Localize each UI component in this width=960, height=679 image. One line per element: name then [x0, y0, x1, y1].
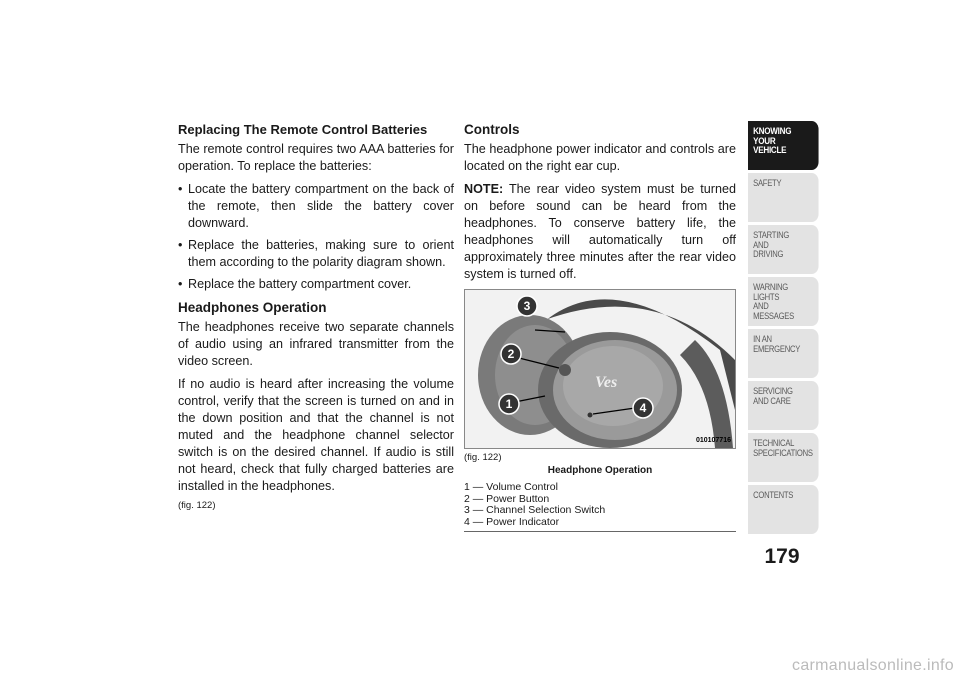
chapter-tab[interactable]: [748, 121, 819, 170]
figure-reference: (fig. 122): [178, 500, 216, 511]
headphone-figure: [464, 289, 736, 449]
chapter-tab-label: KNOWING: [753, 126, 792, 137]
chapter-tab-label: YOUR: [753, 135, 776, 147]
note-label: NOTE:: [464, 182, 504, 196]
chapter-tab-label: SAFETY: [753, 178, 782, 188]
chapter-tab[interactable]: [748, 329, 819, 378]
chapter-tab-label: DRIVING: [753, 249, 784, 259]
chapter-tab-label: EMERGENCY: [753, 343, 801, 354]
chapter-tab[interactable]: [748, 173, 819, 222]
controls-heading: Controls: [464, 122, 520, 137]
chapter-tab-label: WARNING: [753, 282, 789, 292]
left-column: [178, 121, 454, 514]
battery-subheading: Replacing The Remote Control Batteries: [178, 122, 428, 137]
chapter-tab-label: TECHNICAL: [753, 438, 795, 448]
chapter-tab-label: IN AN: [753, 334, 772, 344]
figure-code: 010107716: [695, 437, 731, 444]
figure-title: Headphone Operation: [547, 465, 653, 476]
legend-item: 2 — Power Button: [464, 492, 550, 505]
power-button-icon: [559, 364, 571, 376]
callout-4: [633, 398, 653, 418]
legend-item: 3 — Channel Selection Switch: [464, 504, 606, 516]
note-paragraph: [464, 181, 736, 283]
headphones-para-1: The headphones receive two separate channels of audio using an infrared transmitter from the video screen.: [178, 320, 454, 368]
watermark: carmanualsonline.info: [792, 657, 954, 674]
chapter-tab[interactable]: [748, 225, 819, 274]
list-item: • Locate the battery compartment on the back of the remote, then slide the battery cover downward.: [178, 182, 454, 230]
figure-caption-ref: (fig. 122): [464, 452, 502, 463]
chapter-tab[interactable]: [748, 433, 819, 482]
chapter-tab-label: VEHICLE: [753, 145, 787, 156]
right-column: [464, 121, 736, 289]
list-item: • Replace the batteries, making sure to orient them according to the polarity diagram shown.: [178, 238, 454, 269]
chapter-tab-label: SERVICING: [753, 386, 793, 396]
legend-item: 4 — Power Indicator: [464, 515, 560, 528]
svg-text:4: 4: [639, 401, 647, 415]
legend-item: 1 — Volume Control: [464, 481, 558, 493]
figure-caption: [464, 452, 736, 476]
callout-2: [501, 344, 521, 364]
chapter-tab[interactable]: [748, 485, 819, 534]
chapter-tabs: [748, 121, 819, 537]
note-text: The rear video system must be turned on before sound can be heard from the headphones. To conserve battery life, the headphones will automatically turn off approximately three minutes after the rear video system is turned off.: [464, 182, 736, 281]
chapter-tab[interactable]: [748, 277, 819, 326]
chapter-tab[interactable]: [748, 381, 819, 430]
battery-steps-list: [178, 181, 454, 293]
callout-3: [517, 296, 537, 316]
svg-text:3: 3: [523, 299, 531, 313]
controls-para: The headphone power indicator and controls are located on the right ear cup.: [464, 142, 736, 173]
svg-text:1: 1: [505, 397, 513, 411]
headphones-section-heading: Headphones Operation: [178, 300, 327, 315]
page-number: 179: [764, 545, 800, 568]
chapter-tab-label: AND: [753, 301, 769, 311]
figure-legend: [464, 482, 736, 532]
chapter-tab-label: LIGHTS: [753, 291, 780, 302]
list-item: • Replace the battery compartment cover.: [178, 277, 412, 291]
chapter-tab-label: AND: [753, 239, 769, 250]
callout-1: [499, 394, 519, 414]
chapter-tab-label: STARTING: [753, 230, 790, 240]
brand-logo: Ves: [595, 374, 618, 391]
headphone-illustration: [465, 290, 735, 448]
headphones-para-2: If no audio is heard after increasing the volume control, verify that the screen is turned on and in the down position and that the channel is not muted and the headphone channel selector switch is on the desired channel. If audio is still not heard, check that fully charged batteries are installed in the headphones.: [178, 377, 454, 493]
battery-intro: The remote control requires two AAA batteries for operation. To replace the batteries:: [178, 142, 454, 173]
svg-text:2: 2: [507, 347, 515, 361]
chapter-tab-label: CONTENTS: [753, 490, 794, 500]
power-indicator-icon: [588, 413, 593, 418]
chapter-tab-label: MESSAGES: [753, 310, 795, 321]
chapter-tab-label: AND CARE: [753, 395, 791, 406]
chapter-tab-label: SPECIFICATIONS: [753, 447, 813, 458]
